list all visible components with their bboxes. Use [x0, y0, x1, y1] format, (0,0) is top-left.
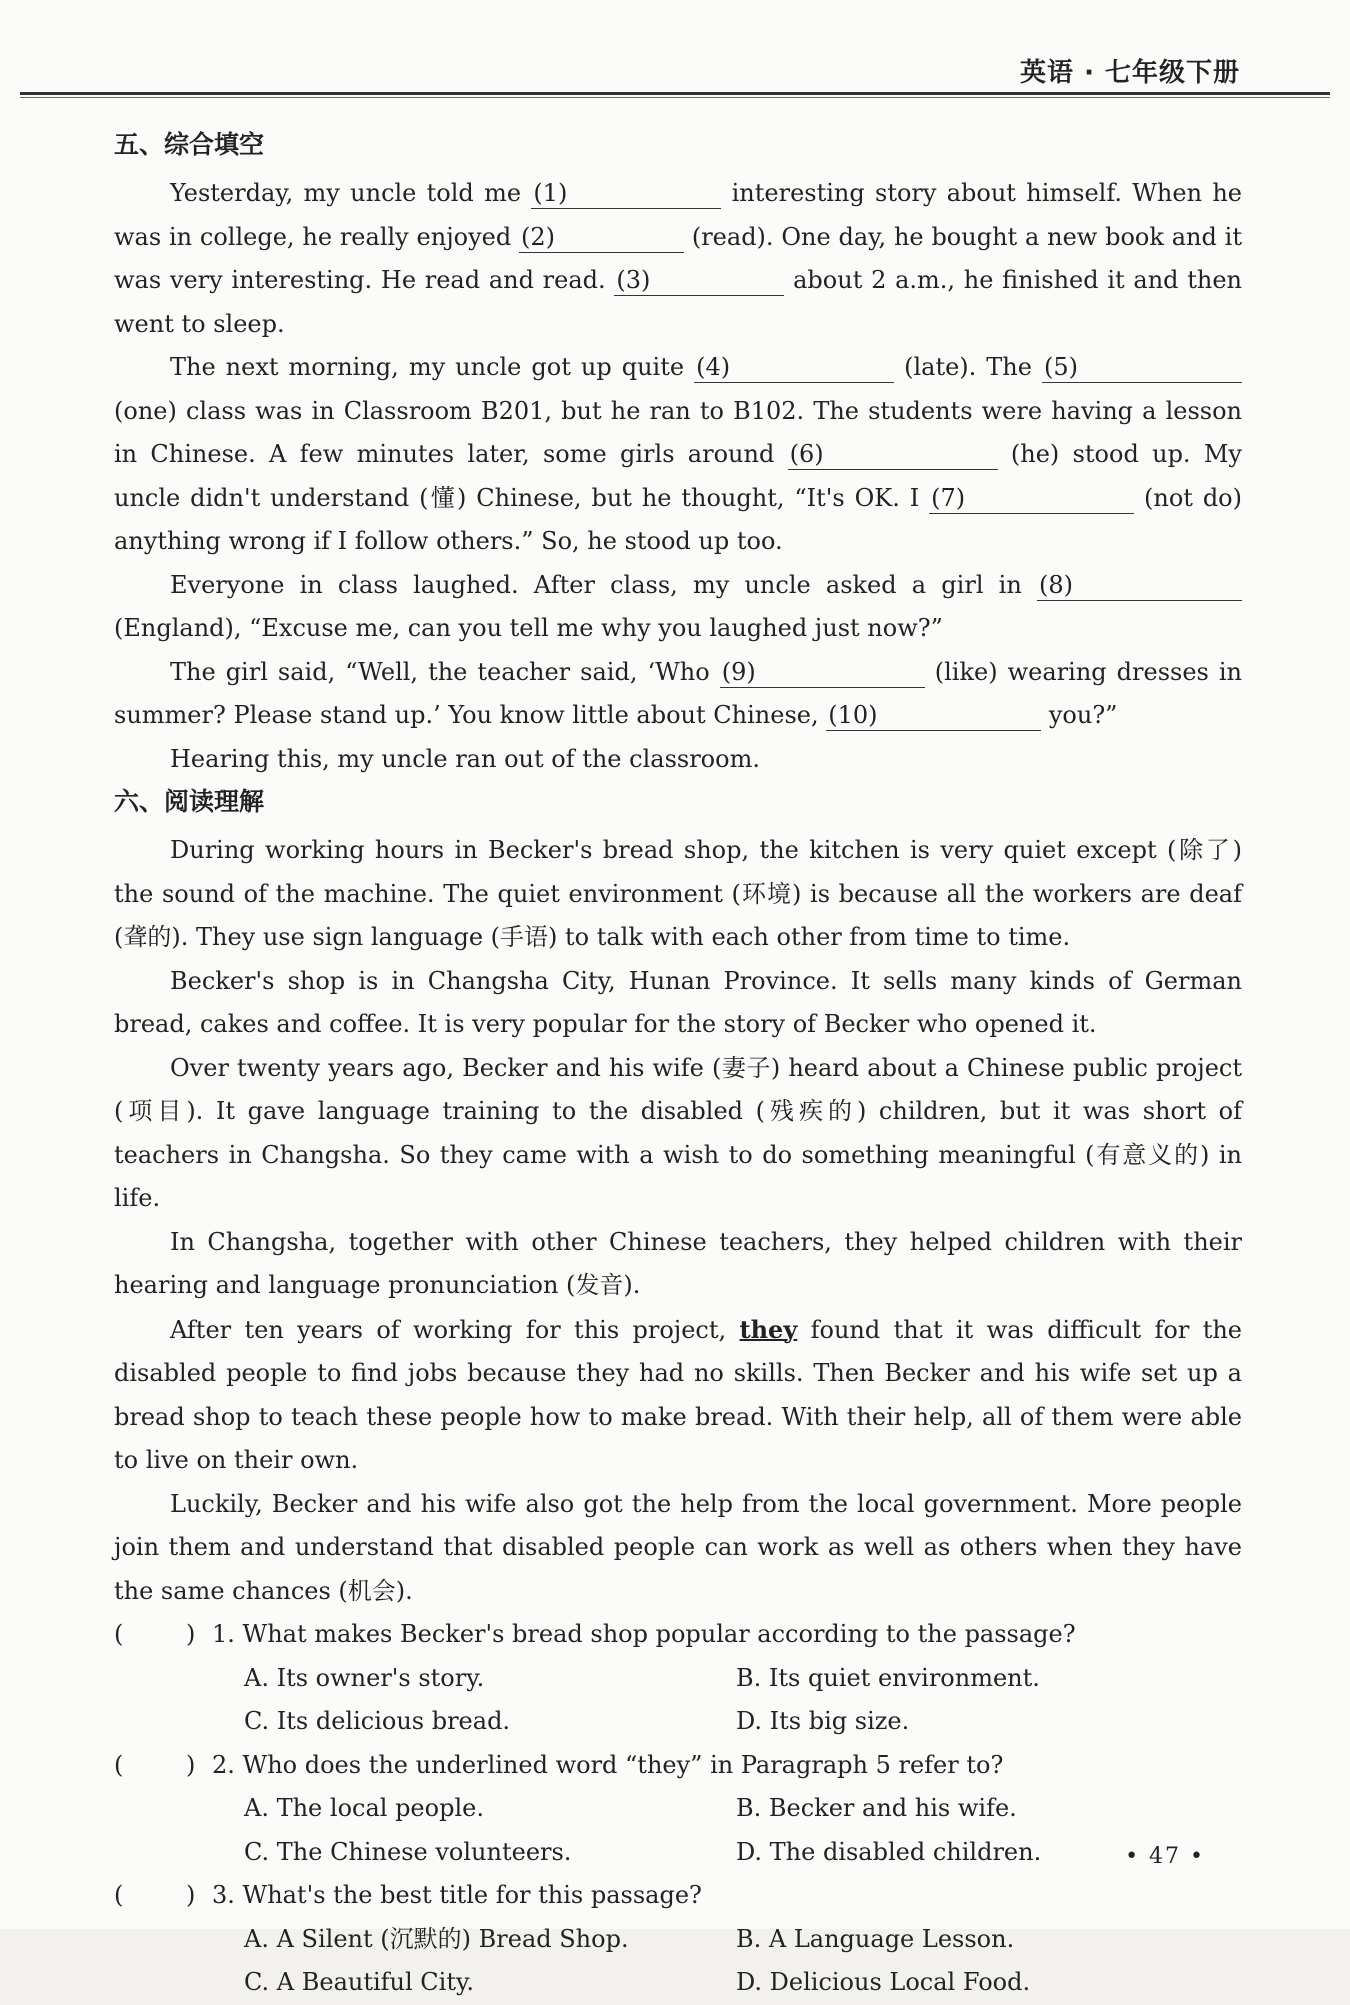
- answer-blank-5[interactable]: (5): [1042, 352, 1242, 383]
- option-b[interactable]: B. A Language Lesson.: [736, 1924, 1015, 1953]
- question-stem: 2. Who does the underlined word “they” in Paragraph 5 refer to?: [212, 1750, 1004, 1779]
- option-row: [114, 1657, 1242, 1701]
- cloze-paragraph-5: Hearing this, my uncle ran out of the classroom.: [170, 744, 760, 773]
- page-number: • 47 •: [1125, 1844, 1205, 1869]
- option-row: [114, 1831, 1242, 1875]
- option-b[interactable]: B. Becker and his wife.: [736, 1794, 1017, 1822]
- answer-paren-close: ): [186, 1620, 196, 1648]
- reading-paragraph-4: In Changsha, together with other Chinese teachers, they helped children with their hearing and language pronunciation (发音).: [114, 1227, 1242, 1299]
- question-2: [114, 1744, 1242, 1788]
- option-d[interactable]: D. Delicious Local Food.: [736, 1968, 1031, 1996]
- option-c[interactable]: C. Its delicious bread.: [244, 1707, 511, 1735]
- section-title-reading: 六、阅读理解: [114, 787, 265, 816]
- question-stem: 1. What makes Becker's bread shop popular according to the passage?: [212, 1620, 1076, 1648]
- answer-paren-open[interactable]: (: [114, 1750, 124, 1779]
- answer-paren-open[interactable]: (: [114, 1881, 124, 1909]
- page-content: [114, 128, 1242, 2005]
- option-c[interactable]: C. The Chinese volunteers.: [244, 1837, 572, 1866]
- option-a[interactable]: A. Its owner's story.: [244, 1663, 485, 1692]
- option-b[interactable]: B. Its quiet environment.: [736, 1663, 1040, 1692]
- cloze-paragraph-1: Yesterday, my uncle told me (1) interesting story about himself. When he was in college, he really enjoyed (2) (read). One day, he bought a new book and it was very interesting. He read and read. (3) about 2 a.m., he finished it and then went to sleep.: [114, 179, 1243, 338]
- option-row: [114, 1961, 1242, 2005]
- question-1: [114, 1613, 1242, 1657]
- answer-blank-4[interactable]: (4): [694, 352, 894, 383]
- header-rule: [20, 92, 1330, 95]
- option-row: [114, 1700, 1242, 1744]
- header-rule-thin: [20, 97, 1330, 98]
- reading-paragraph-5: After ten years of working for this project, they found that it was difficult for the disabled people to find jobs because they had no skills. Then Becker and his wife set up a bread shop to teach these people how to make bread. With their help, all of them were able to live on their own.: [114, 1314, 1243, 1474]
- question-3: [114, 1874, 1242, 1918]
- option-a[interactable]: A. A Silent (沉默的) Bread Shop.: [244, 1924, 629, 1953]
- option-row: [114, 1787, 1242, 1831]
- option-row: [114, 1918, 1242, 1962]
- option-d[interactable]: D. Its big size.: [736, 1707, 910, 1735]
- page-header-title: 英语 · 七年级下册: [1020, 58, 1240, 88]
- answer-blank-10[interactable]: (10): [826, 700, 1041, 731]
- answer-blank-1[interactable]: (1): [531, 178, 721, 209]
- answer-blank-6[interactable]: (6): [788, 439, 998, 470]
- cloze-paragraph-3: Everyone in class laughed. After class, my uncle asked a girl in (8) (England), “Excuse me, can you tell me why you laughed just now?”: [114, 564, 1242, 651]
- option-c[interactable]: C. A Beautiful City.: [244, 1968, 474, 1996]
- answer-blank-7[interactable]: (7): [929, 483, 1134, 514]
- cloze-paragraph-2: The next morning, my uncle got up quite (4) (late). The (5) (one) class was in Classroom B201, but he ran to B102. The students were having a lesson in Chinese. A few minutes later, some girls around (6) (he) stood up. My uncle didn't understand (懂) Chinese, but he thought, “It's OK. I (7) (not do) anything wrong if I follow others.” So, he stood up too.: [114, 353, 1242, 555]
- option-d[interactable]: D. The disabled children.: [736, 1837, 1042, 1866]
- answer-blank-2[interactable]: (2): [519, 222, 684, 253]
- reading-paragraph-2: Becker's shop is in Changsha City, Hunan Province. It sells many kinds of German bread, cakes and coffee. It is very popular for the story of Becker who opened it.: [114, 966, 1242, 1038]
- cloze-paragraph-4: The girl said, “Well, the teacher said, ‘Who (9) (like) wearing dresses in summer? Please stand up.’ You know little about Chinese, (10) you?”: [114, 657, 1243, 729]
- answer-paren-close: ): [186, 1881, 196, 1909]
- answer-paren-close: ): [186, 1750, 196, 1779]
- answer-blank-8[interactable]: (8): [1037, 570, 1242, 601]
- reading-paragraph-6: Luckily, Becker and his wife also got the help from the local government. More people join them and understand that disabled people can work as well as others when they have the same chances (机会).: [114, 1489, 1242, 1605]
- answer-blank-9[interactable]: (9): [720, 657, 925, 688]
- option-a[interactable]: A. The local people.: [244, 1794, 484, 1822]
- reading-paragraph-3: Over twenty years ago, Becker and his wife (妻子) heard about a Chinese public project (项目). It gave language training to the disabled (残疾的) children, but it was short of teachers in Changsha. So they came with a wish to do something meaningful (有意义的) in life.: [114, 1053, 1242, 1212]
- question-stem: 3. What's the best title for this passage?: [212, 1881, 702, 1909]
- section-title-cloze: 五、综合填空: [114, 130, 265, 159]
- answer-blank-3[interactable]: (3): [614, 265, 784, 296]
- underlined-word-they: they: [739, 1314, 798, 1344]
- answer-paren-open[interactable]: (: [114, 1620, 124, 1648]
- reading-paragraph-1: During working hours in Becker's bread shop, the kitchen is very quiet except (除了) the sound of the machine. The quiet environment (环境) is because all the workers are deaf (聋的). They use sign language (手语) to talk with each other from time to time.: [114, 836, 1242, 951]
